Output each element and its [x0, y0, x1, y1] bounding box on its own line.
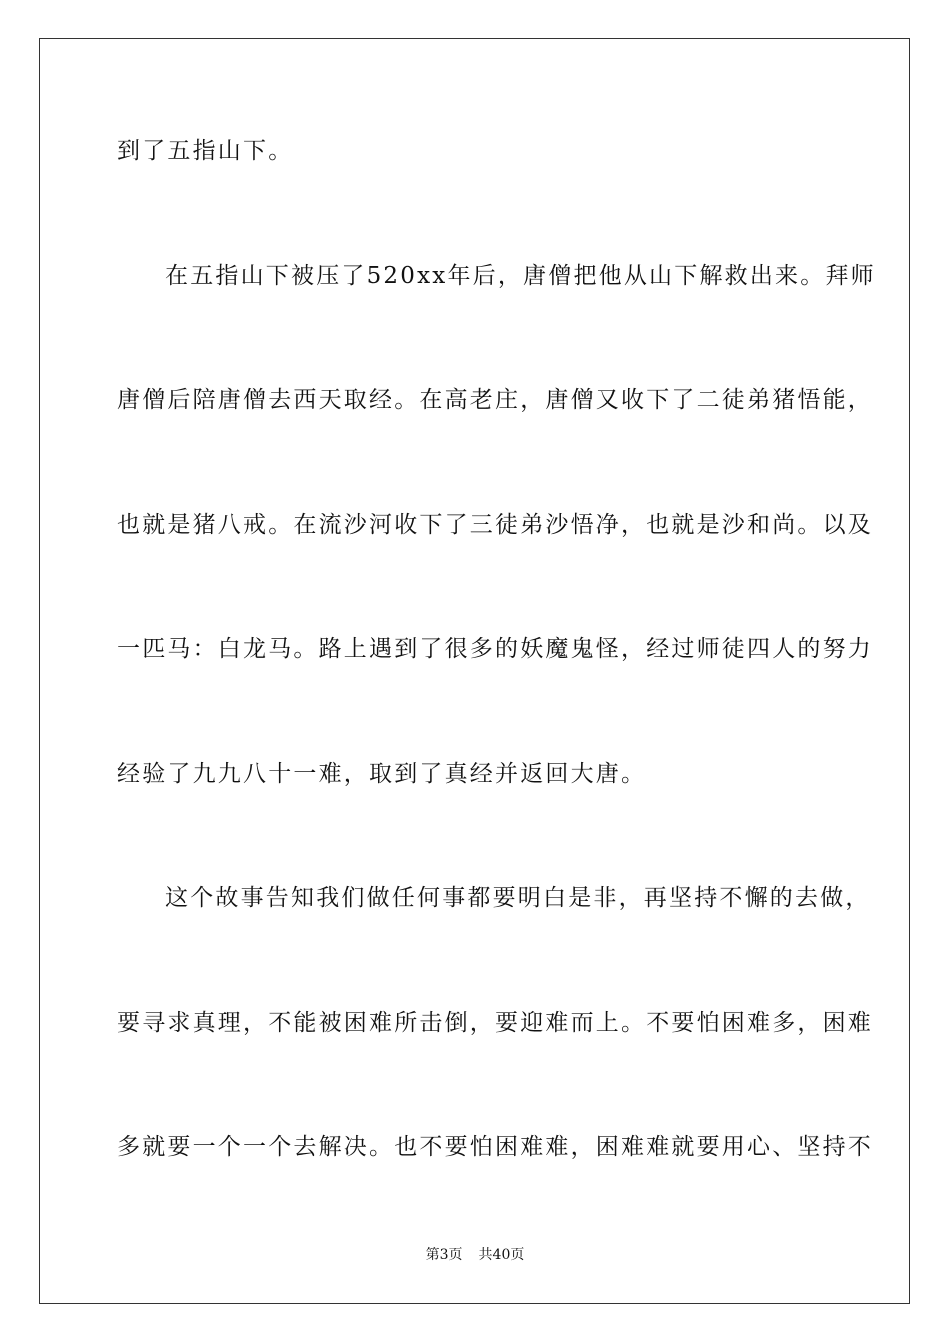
page-total: 共40页 [478, 1247, 525, 1263]
text-line: 经验了九九八十一难，取到了真经并返回大唐。 [117, 761, 647, 787]
page-border [39, 38, 910, 1304]
text-line: 到了五指山下。 [117, 138, 294, 164]
text-line: 也就是猪八戒。在流沙河收下了三徒弟沙悟净，也就是沙和尚。以及 [117, 512, 873, 538]
text-line: 要寻求真理，不能被困难所击倒，要迎难而上。不要怕困难多，困难 [117, 1010, 873, 1036]
text-line: 在五指山下被压了520xx年后，唐僧把他从山下解救出来。拜师 [165, 263, 876, 289]
page-number: 第3页 [425, 1247, 463, 1263]
text-line: 这个故事告知我们做任何事都要明白是非，再坚持不懈的去做， [165, 885, 871, 911]
text-line: 一匹马：白龙马。路上遇到了很多的妖魔鬼怪，经过师徒四人的努力 [117, 636, 873, 662]
text-line: 唐僧后陪唐僧去西天取经。在高老庄，唐僧又收下了二徒弟猪悟能， [117, 387, 873, 413]
page-footer [0, 1246, 950, 1264]
text-line: 多就要一个一个去解决。也不要怕困难难，困难难就要用心、坚持不 [117, 1134, 873, 1160]
